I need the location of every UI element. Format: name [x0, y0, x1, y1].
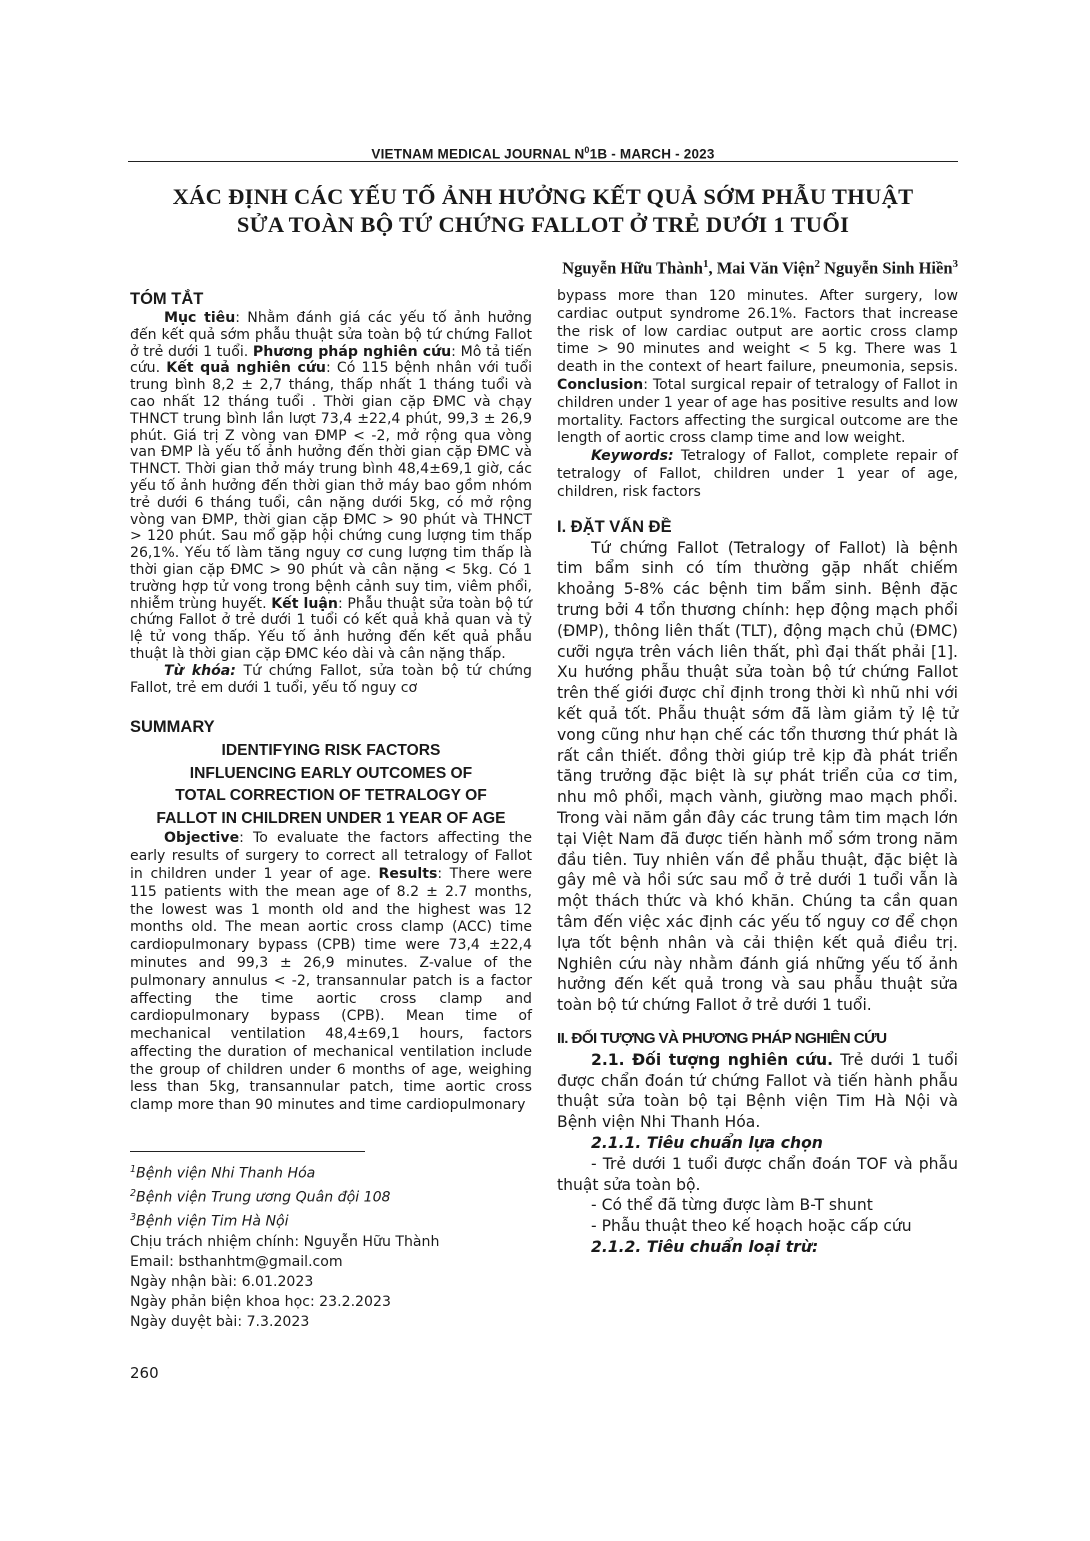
exclusion-criteria-heading: 2.1.2. Tiêu chuẩn loại trừ:	[591, 1238, 819, 1257]
intro-body: Tứ chứng Fallot (Tetralogy of Fallot) là bệnh tim bẩm sinh có tím thường gặp nhất chiếm khoảng 5-8% các bệnh tim bẩm sinh. Bệnh đặc trưng bởi 4 tổn thương chính: hẹp động mạch phổi (ĐMP), thông liên thất (TLT), động mạch chủ (ĐMC) cưỡi ngựa trên vách liên thất, phì đại thất phải [1]. Xu hướng phẫu thuật sửa toàn bộ tứ chứng Fallot trên thế giới được chỉ định trong thời kì nhũ nhi với kết quả tốt. Phẫu thuật sớm đã làm giảm tỷ lệ tử vong cũng như hạn chế các tổn thương thứ phát là rất cần thiết. đồng thời giúp trẻ kịp đà phát triển tăng trưởng đặc biệt là sự phát triển của cơ tim, nhu mô phổi, mạch vành, giường mao mạch phổi. Trong vài năm gần đây các trung tâm tim mạch lớn tại Việt Nam đã được tiến hành mổ sớm trong năm đầu tiên. Tuy nhiên vấn đề phẫu thuật, đặc biệt là gây mê và hồi sức sau mổ ở trẻ dưới 1 tuổi vẫn là một thách thức và khó khăn. Chúng ta cần quan tâm đến việc xác định các yếu tố nguy cơ để chọn lựa tốt bệnh nhân và cải thiện kết quả điều trị. Nghiên cứu này nhằm đánh giá những yếu tố ảnh hưởng đến kết quả trong và sau phẫu thuật sửa toàn bộ tứ chứng Fallot ở trẻ dưới 1 tuổi.	[557, 538, 958, 1015]
article-title	[128, 183, 958, 239]
affiliation-1: $^1$Bệnh viện Nhi Thanh Hóa	[130, 1164, 316, 1182]
summary-heading: SUMMARY	[130, 718, 215, 737]
affiliation-3: $^3$Bệnh viện Tim Hà Nội	[130, 1211, 289, 1230]
footnote-rule	[130, 1151, 365, 1152]
title-line-2: SỬA TOÀN BỘ TỨ CHỨNG FALLOT Ở TRẺ DƯỚI 1 TUỔI	[236, 212, 850, 237]
affiliation-2: $^2$Bệnh viện Trung ương Quân đội 108	[130, 1187, 391, 1206]
intro-heading: I. ĐẶT VẤN ĐỀ	[557, 517, 672, 536]
inclusion-criteria-heading: 2.1.1. Tiêu chuẩn lựa chọn	[591, 1134, 823, 1153]
left-column	[130, 288, 532, 1115]
page-number: 260	[130, 1364, 159, 1382]
journal-header: VIETNAM MEDICAL JOURNAL $N^01B$ - MARCH - 2023	[371, 145, 715, 162]
en-keywords: Keywords: Tetralogy of Fallot, complete repair of tetralogy of Fallot, children under 1 year of age, children, risk factors	[557, 448, 958, 500]
responsible-author: Chịu trách nhiệm chính: Nguyễn Hữu Thành	[130, 1233, 440, 1250]
vi-keywords: Từ khóa: Tứ chứng Fallot, sửa toàn bộ tứ chứng Fallot, trẻ em dưới 1 tuổi, yếu tố nguy cơ	[130, 662, 532, 696]
header-rule	[128, 161, 958, 162]
vi-abstract-body: Mục tiêu: Nhằm đánh giá các yếu tố ảnh hưởng đến kết quả sớm phẫu thuật sửa toàn bộ tứ chứng Fallot ở trẻ dưới 1 tuổi. Phương pháp nghiên cứu: Mô tả tiến cứu. Kết quả nghiên cứu: Có 115 bệnh nhân với tuổi trung bình 8,2 ± 2,7 tháng, thấp nhất 1 tháng tuổi và cao nhất 12 tháng tuổi . Thời gian cặp ĐMC và chạy THNCT trung bình lần lượt 73,4 ±22,4 phút, 99,3 ± 26,9 phút. Giá trị Z vòng van ĐMP < -2, mở rộng qua vòng van ĐMP là yếu tố ảnh hưởng đến thời gian cặp ĐMC và THNCT. Thời gian thở máy trung bình 48,4±69,1 giờ, các yếu tố ảnh hưởng đến thời gian thở máy bao gồm nhóm trẻ dưới 6 tháng tuổi, cân nặng dưới 5kg, có mở rộng vòng van ĐMP, thời gian cặp ĐMC > 90 phút và THNCT > 120 phút. Sau mổ gặp hội chứng cung lượng tim thấp 26,1%. Yếu tố làm tăng nguy cơ cung lượng tim thấp là thời gian cặp ĐMC > 90 phút và cân nặng < 5kg. Có 1 trường hợp tử vong trong bệnh cảnh suy tim, viêm phổi, nhiễm trùng huyết. Kết luận: Phẫu thuật sửa toàn bộ tứ chứng Fallot ở trẻ dưới 1 tuổi có kết quả khả quan và tỷ lệ tử vong thấp. Yếu tố ảnh hưởng đến kết quả phẫu thuật là thời gian cặp ĐMC kéo dài và cân nặng thấp.	[130, 310, 532, 662]
summary-body: Objective: To evaluate the factors affecting the early results of surgery to correct all tetralogy of Fallot in children under 1 year of age. Results: There were 115 patients with the mean age of 8.2 ± 2.7 months, the lowest was 1 month old and the highest was 12 months old. The mean aortic cross clamp (ACC) time cardiopulmonary bypass (CPB) time were 73,4 ±22,4 minutes and 99,3 ± 26,9 minutes. Z-value of the pulmonary annulus < -2, transannular patch is a factor affecting the time aortic cross clamp and cardiopulmonary bypass (CPB). Mean time of mechanical ventilation 48,4±69,1 hours, factors affecting the duration of mechanical ventilation include the group of children under 6 months of age, weighing less than 5kg, transannular patch, time aortic cross clamp more than 90 minutes and time cardiopulmonary	[130, 830, 532, 1114]
methods-subjects: 2.1. Đối tượng nghiên cứu. Trẻ dưới 1 tuổi được chẩn đoán tứ chứng Fallot và tiến hành phẫu thuật sửa toàn bộ tại Bệnh viện Tim Hà Nội và Bệnh viện Nhi Thanh Hóa.	[557, 1050, 958, 1132]
inclusion-item-3: - Phẫu thuật theo kế hoạch hoặc cấp cứu	[591, 1217, 912, 1236]
date-received: Ngày nhận bài: 6.01.2023	[130, 1274, 314, 1291]
date-accepted: Ngày duyệt bài: 7.3.2023	[130, 1314, 310, 1331]
date-reviewed: Ngày phản biện khoa học: 23.2.2023	[130, 1294, 391, 1311]
vi-abstract-heading: TÓM TẮT	[130, 290, 204, 308]
summary-title: IDENTIFYING RISK FACTORS INFLUENCING EARLY OUTCOMES OF TOTAL CORRECTION OF TETRALOGY OF FALLOT IN CHILDREN UNDER 1 YEAR OF AGE	[156, 742, 506, 827]
inclusion-item-2: - Có thể đã từng được làm B-T shunt	[591, 1196, 873, 1215]
right-column	[557, 288, 958, 1258]
methods-heading: II. ĐỐI TƯỢNG VÀ PHƯƠNG PHÁP NGHIÊN CỨU	[557, 1029, 887, 1047]
title-line-1: XÁC ĐỊNH CÁC YẾU TỐ ẢNH HƯỞNG KẾT QUẢ SỚM PHẪU THUẬT	[172, 184, 914, 209]
footnotes	[130, 1160, 530, 1333]
inclusion-item-1: - Trẻ dưới 1 tuổi được chẩn đoán TOF và phẫu thuật sửa toàn bộ.	[557, 1154, 958, 1194]
contact-email: Email: bsthanhtm@gmail.com	[130, 1253, 343, 1270]
summary-body-continued: bypass more than 120 minutes. After surgery, low cardiac output syndrome 26.1%. Factors that increase the risk of low cardiac output are aortic cross clamp time > 90 minutes and weight < 5 kg. There was 1 death in the context of heart failure, pneumonia, sepsis. Conclusion: Total surgical repair of tetralogy of Fallot in children under 1 year of age has positive results and low mortality. Factors affecting the surgical outcome are the length of aortic cross clamp time and low weight.	[557, 288, 958, 447]
author-list: Nguyễn Hữu Thành$^1$, Mai Văn Viện$^2$ Nguyễn Sinh Hiền$^3$	[562, 258, 958, 278]
